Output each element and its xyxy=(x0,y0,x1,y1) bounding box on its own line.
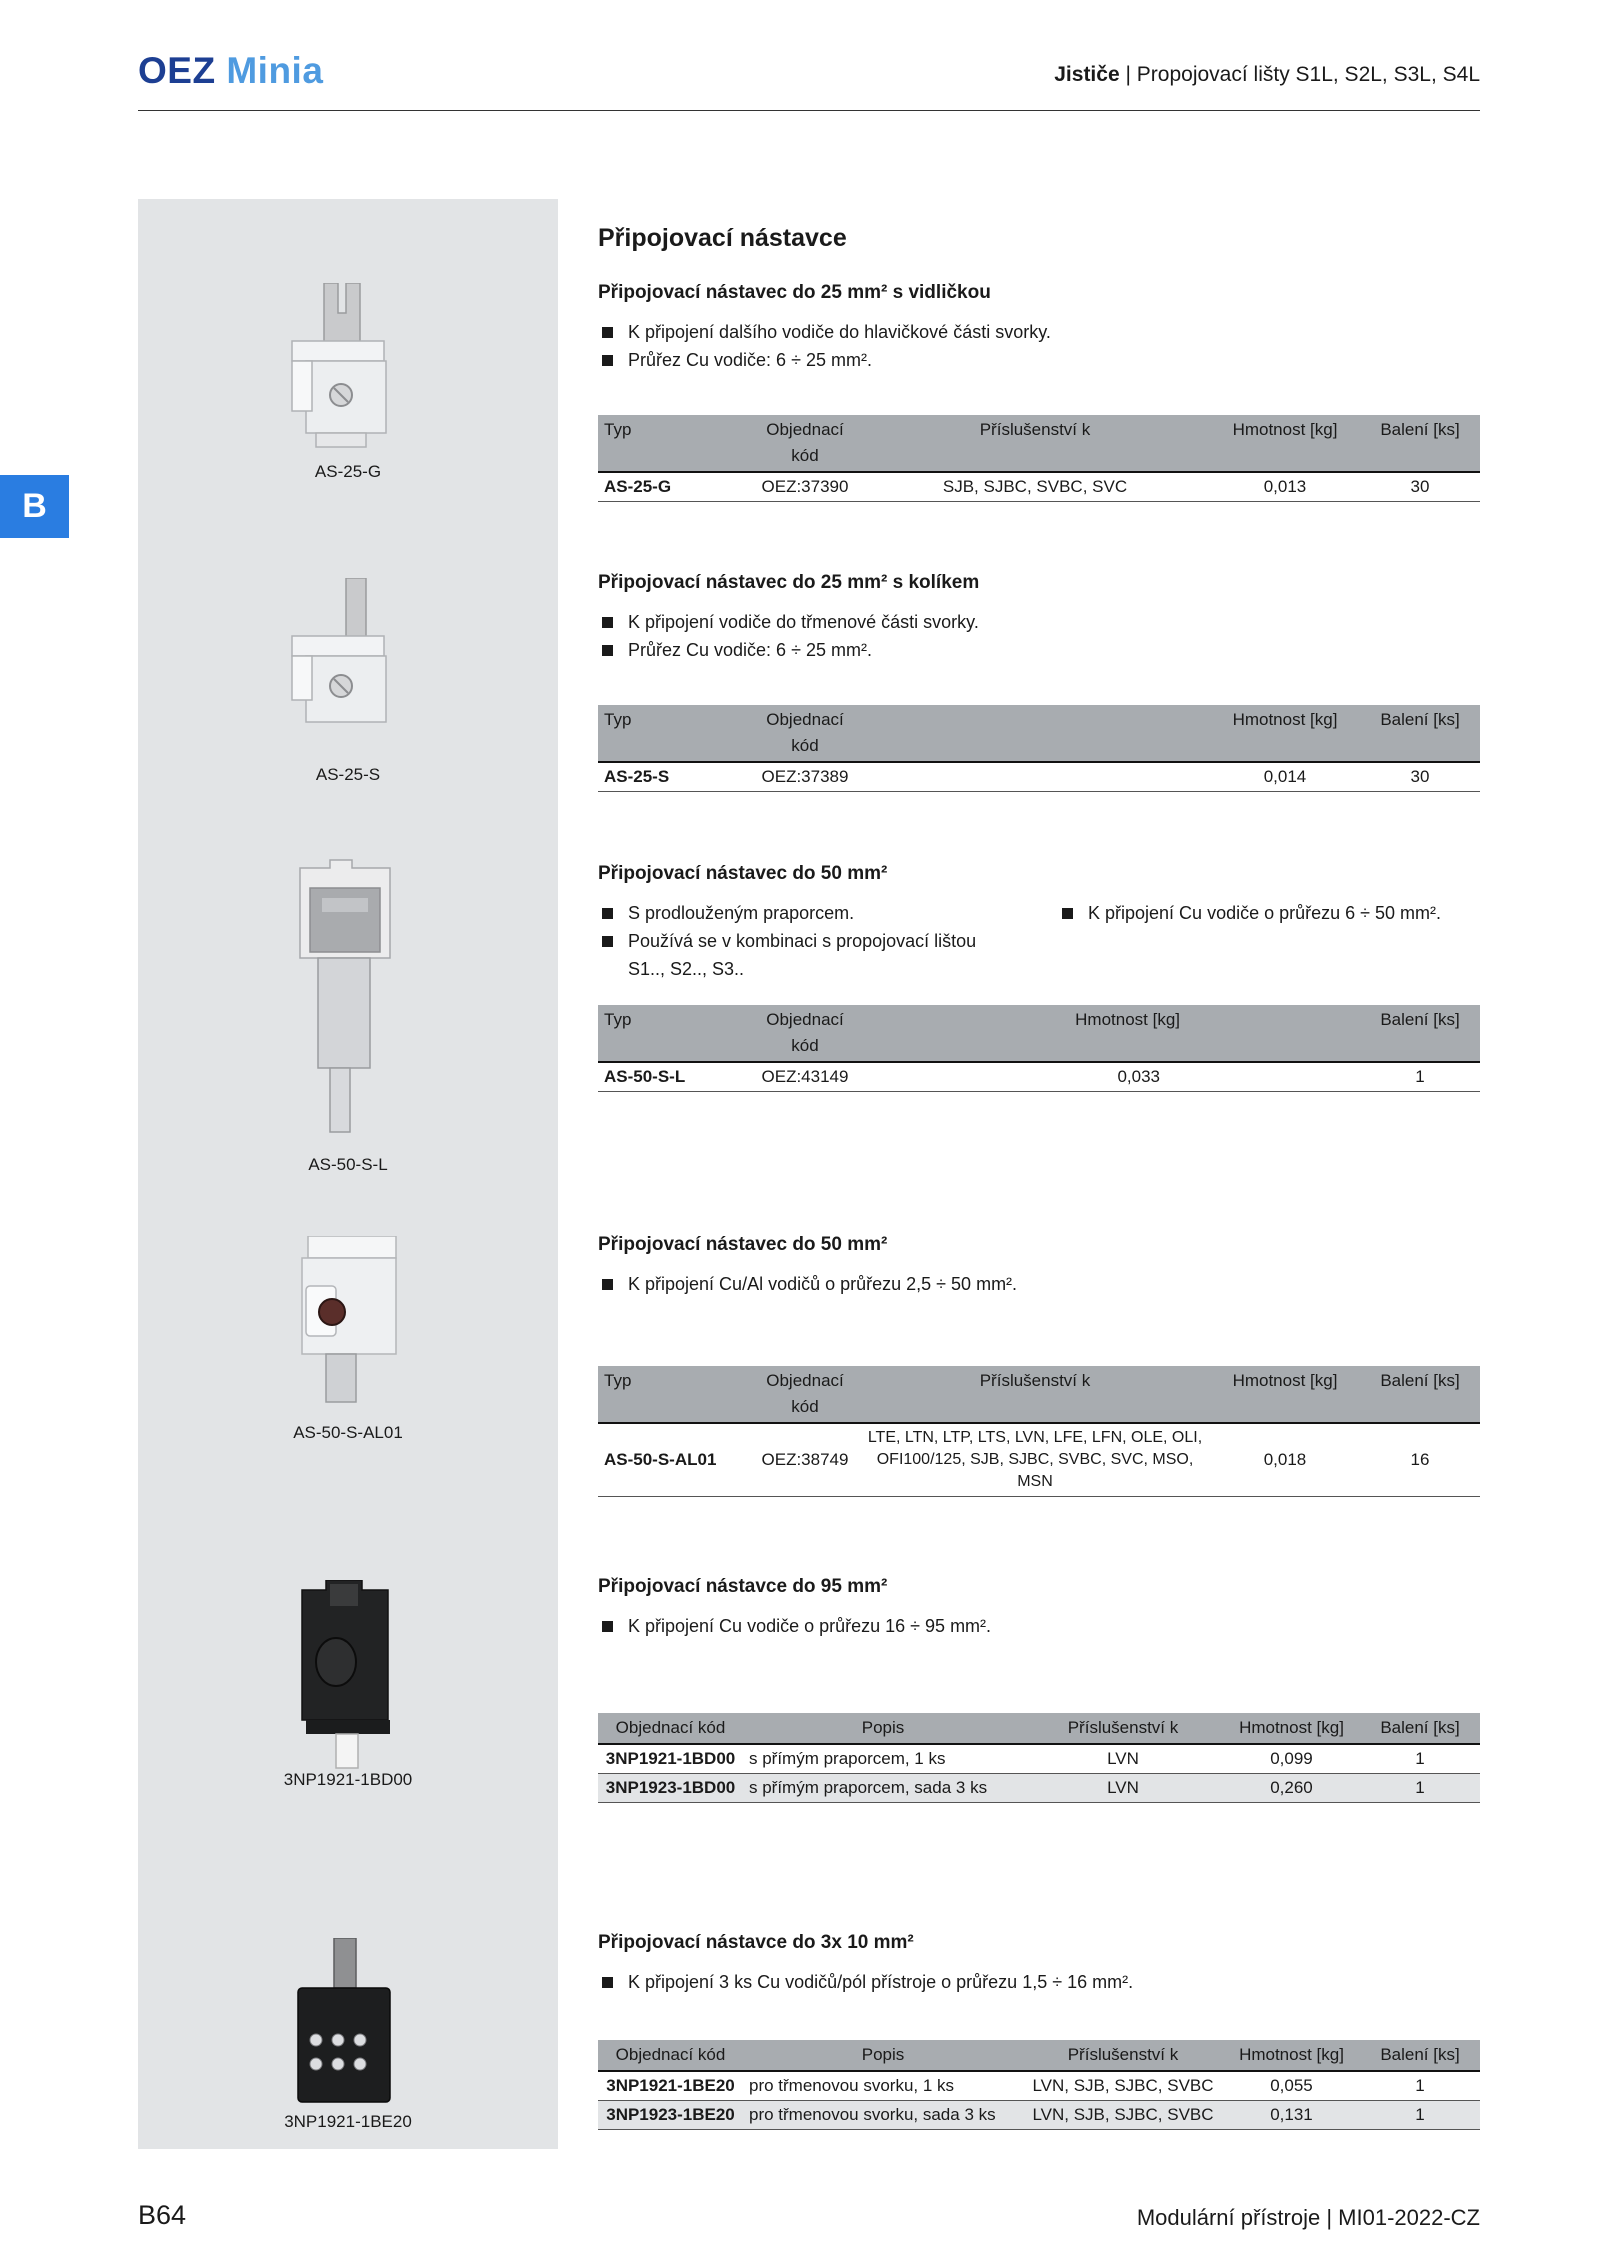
bullet-list xyxy=(598,1968,1480,1996)
table-cell: 0,099 xyxy=(1223,1744,1360,1774)
3np1921-1be20-product-icon xyxy=(296,1938,396,2108)
table-cell: OEZ:37390 xyxy=(750,472,860,502)
header-subtitle: Propojovací lišty S1L, S2L, S3L, S4L xyxy=(1136,63,1480,86)
section-3np1921-1bd00 xyxy=(598,1576,1480,1640)
bullet-columns xyxy=(598,899,1480,983)
column-header: Popis xyxy=(743,2040,1023,2071)
section-title: Připojovací nástavce do 95 mm² xyxy=(598,1576,888,1597)
bullet-item: K připojení dalšího vodiče do hlavičkové části svorky. xyxy=(598,318,1480,346)
column-header: Hmotnost [kg] xyxy=(1210,1366,1360,1423)
table-cell: 0,055 xyxy=(1223,2071,1360,2101)
spec-table-3np1921-1be20 xyxy=(598,2040,1480,2130)
image-label: AS-25-G xyxy=(314,462,382,481)
column-header: Příslušenství k xyxy=(860,1366,1210,1423)
spec-table-3np1921-1bd00 xyxy=(598,1713,1480,1803)
bullet-item: K připojení 3 ks Cu vodičů/pól přístroje o průřezu 1,5 ÷ 16 mm². xyxy=(598,1968,1480,1996)
bullet-list xyxy=(598,1612,1480,1640)
bullet-list xyxy=(598,608,1480,664)
table-cell: 16 xyxy=(1360,1423,1480,1497)
section-title: Připojovací nástavec do 50 mm² xyxy=(598,1234,888,1255)
table-cell: LTE, LTN, LTP, LTS, LVN, LFE, LFN, OLE, OLI, OFI100/125, SJB, SJBC, SVBC, SVC, MSO, MSN xyxy=(860,1423,1210,1497)
footer-publication: Modulární přístroje | MI01-2022-CZ xyxy=(1136,2205,1480,2230)
as-25-s-product-icon xyxy=(286,578,396,728)
bullet-item: S prodlouženým praporcem. xyxy=(598,899,1018,927)
brand-logo xyxy=(138,50,323,92)
bullet-column-left xyxy=(598,899,1018,983)
column-header: Balení [ks] xyxy=(1360,705,1480,762)
table-cell: OEZ:43149 xyxy=(750,1062,860,1092)
spec-table-as-50-s-l xyxy=(598,1005,1480,1092)
column-header: Příslušenství k xyxy=(1023,1713,1223,1744)
table-row xyxy=(598,1744,1480,1774)
table-row xyxy=(598,1062,1480,1092)
column-header: Příslušenství k xyxy=(860,415,1210,472)
spec-table-as-25-s xyxy=(598,705,1480,792)
table-cell: AS-25-G xyxy=(598,472,750,502)
column-header: Balení [ks] xyxy=(1360,2040,1480,2071)
table-cell: s přímým praporcem, 1 ks xyxy=(743,1744,1023,1774)
bullet-item: Průřez Cu vodiče: 6 ÷ 25 mm². xyxy=(598,636,1480,664)
header-category: Jističe xyxy=(1054,63,1120,86)
table-cell: SJB, SJBC, SVBC, SVC xyxy=(860,472,1210,502)
section-as-25-s xyxy=(598,572,1480,664)
table-row xyxy=(598,2101,1480,2130)
table-cell: OEZ:37389 xyxy=(750,762,860,792)
as-50-s-al01-product-icon xyxy=(296,1236,406,1406)
table-cell: 3NP1921-1BD00 xyxy=(598,1744,743,1774)
column-header: Objednací kód xyxy=(750,415,860,472)
bullet-item: K připojení vodiče do třmenové části svorky. xyxy=(598,608,1480,636)
bullet-list xyxy=(598,318,1480,374)
section-title: Připojovací nástavec do 50 mm² xyxy=(598,863,888,884)
spec-table-as-50-s-al01 xyxy=(598,1366,1480,1497)
table-cell: s přímým praporcem, sada 3 ks xyxy=(743,1774,1023,1803)
table-cell: 0,033 xyxy=(860,1062,1360,1092)
column-header: Příslušenství k xyxy=(1023,2040,1223,2071)
section-title: Připojovací nástavce do 3x 10 mm² xyxy=(598,1932,914,1953)
table-cell: AS-50-S-AL01 xyxy=(598,1423,750,1497)
table-cell: 0,013 xyxy=(1210,472,1360,502)
bullet-item: Používá se v kombinaci s propojovací lištou S1.., S2.., S3.. xyxy=(598,927,1018,983)
logo-minia: Minia xyxy=(226,50,324,91)
column-header: Hmotnost [kg] xyxy=(1223,1713,1360,1744)
section-as-25-g xyxy=(598,282,1480,374)
chapter-tab: B xyxy=(0,475,69,538)
column-header: Balení [ks] xyxy=(1360,1713,1480,1744)
column-header: Balení [ks] xyxy=(1360,415,1480,472)
table-cell: 0,260 xyxy=(1223,1774,1360,1803)
column-header: Balení [ks] xyxy=(1360,1366,1480,1423)
image-label: AS-50-S-AL01 xyxy=(293,1423,403,1442)
table-cell: 1 xyxy=(1360,1744,1480,1774)
table-cell: LVN, SJB, SJBC, SVBC xyxy=(1023,2071,1223,2101)
table-cell: 1 xyxy=(1360,2101,1480,2130)
table-cell: 3NP1923-1BE20 xyxy=(598,2101,743,2130)
table-cell: 3NP1923-1BD00 xyxy=(598,1774,743,1803)
table-cell: OEZ:38749 xyxy=(750,1423,860,1497)
table-cell: 30 xyxy=(1360,762,1480,792)
column-header: Hmotnost [kg] xyxy=(1210,705,1360,762)
image-label: 3NP1921-1BE20 xyxy=(284,2112,412,2131)
section-3np1921-1be20 xyxy=(598,1932,1480,1996)
spec-table-as-25-g xyxy=(598,415,1480,502)
logo-oez: OEZ xyxy=(138,50,216,91)
table-cell: pro třmenovou svorku, 1 ks xyxy=(743,2071,1023,2101)
bullet-column-right xyxy=(1058,899,1441,983)
column-header: Typ xyxy=(598,705,750,762)
bullet-item: K připojení Cu vodiče o průřezu 16 ÷ 95 mm². xyxy=(598,1612,1480,1640)
table-row xyxy=(598,1774,1480,1803)
table-cell: AS-50-S-L xyxy=(598,1062,750,1092)
table-cell xyxy=(860,762,1210,792)
table-cell: 1 xyxy=(1360,1062,1480,1092)
column-header: Balení [ks] xyxy=(1360,1005,1480,1062)
page-number: B64 xyxy=(138,2200,187,2230)
table-cell: 1 xyxy=(1360,2071,1480,2101)
table-cell: 0,131 xyxy=(1223,2101,1360,2130)
bullet-list xyxy=(598,1270,1480,1298)
as-25-g-product-icon xyxy=(286,283,396,453)
section-title: Připojovací nástavec do 25 mm² s kolíkem xyxy=(598,572,980,593)
table-row xyxy=(598,2071,1480,2101)
table-cell: 30 xyxy=(1360,472,1480,502)
column-header: Typ xyxy=(598,1005,750,1062)
section-as-50-s-l xyxy=(598,863,1480,983)
column-header: Objednací kód xyxy=(750,1005,860,1062)
table-row xyxy=(598,472,1480,502)
table-cell: 3NP1921-1BE20 xyxy=(598,2071,743,2101)
image-label: AS-25-S xyxy=(315,765,381,784)
column-header: Objednací kód xyxy=(750,705,860,762)
table-cell: 1 xyxy=(1360,1774,1480,1803)
column-header: Typ xyxy=(598,415,750,472)
table-cell: 0,014 xyxy=(1210,762,1360,792)
header-breadcrumb xyxy=(1054,63,1480,87)
section-as-50-s-al01 xyxy=(598,1234,1480,1298)
column-header: Typ xyxy=(598,1366,750,1423)
3np1921-1bd00-product-icon xyxy=(296,1580,396,1770)
column-header: Hmotnost [kg] xyxy=(1223,2040,1360,2071)
image-label: 3NP1921-1BD00 xyxy=(283,1770,413,1789)
page-title: Připojovací nástavce xyxy=(598,224,847,252)
as-50-s-l-product-icon xyxy=(290,858,400,1138)
header-divider xyxy=(138,110,1480,111)
image-label: AS-50-S-L xyxy=(308,1155,388,1174)
table-cell: pro třmenovou svorku, sada 3 ks xyxy=(743,2101,1023,2130)
table-row xyxy=(598,1423,1480,1497)
table-cell: LVN, SJB, SJBC, SVBC xyxy=(1023,2101,1223,2130)
column-header xyxy=(860,705,1210,762)
column-header: Objednací kód xyxy=(750,1366,860,1423)
table-row xyxy=(598,762,1480,792)
column-header: Objednací kód xyxy=(598,1713,743,1744)
section-title: Připojovací nástavec do 25 mm² s vidličkou xyxy=(598,282,991,303)
header-separator: | xyxy=(1125,63,1131,86)
bullet-item: Průřez Cu vodiče: 6 ÷ 25 mm². xyxy=(598,346,1480,374)
table-cell: 0,018 xyxy=(1210,1423,1360,1497)
bullet-item: K připojení Cu/Al vodičů o průřezu 2,5 ÷ 50 mm². xyxy=(598,1270,1480,1298)
column-header: Hmotnost [kg] xyxy=(860,1005,1360,1062)
column-header: Objednací kód xyxy=(598,2040,743,2071)
table-cell: LVN xyxy=(1023,1744,1223,1774)
table-cell: AS-25-S xyxy=(598,762,750,792)
column-header: Popis xyxy=(743,1713,1023,1744)
table-cell: LVN xyxy=(1023,1774,1223,1803)
bullet-item: K připojení Cu vodiče o průřezu 6 ÷ 50 mm². xyxy=(1058,899,1441,927)
column-header: Hmotnost [kg] xyxy=(1210,415,1360,472)
